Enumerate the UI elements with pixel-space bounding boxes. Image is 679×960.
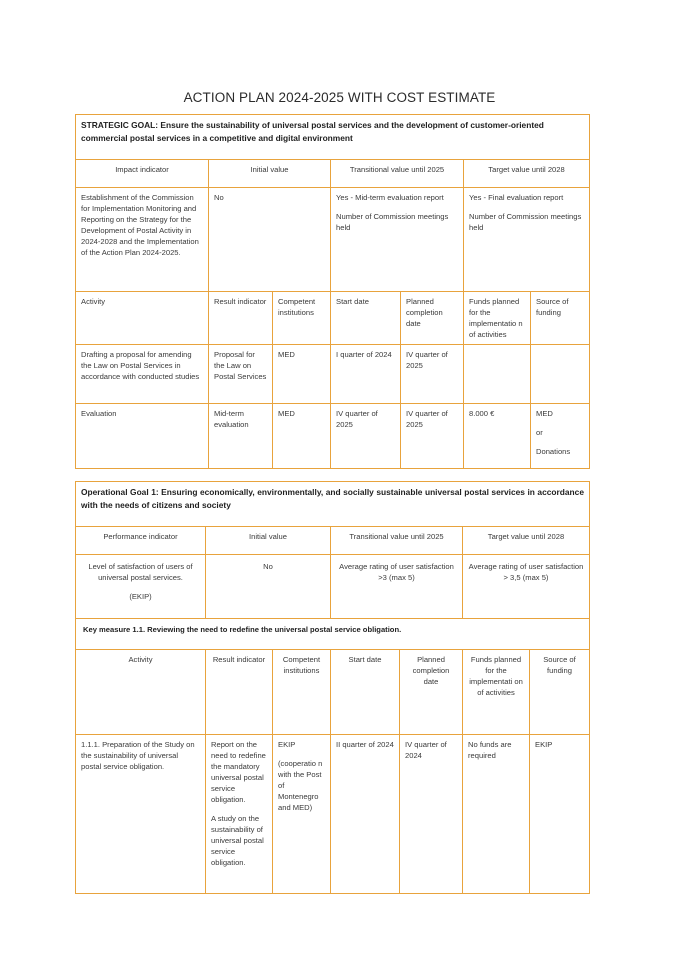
cell-source-of-funding	[531, 345, 590, 404]
cell-start-date: IV quarter of 2025	[331, 404, 401, 469]
result-indicator-line-2: A study on the sustainability of universal postal service obligation.	[211, 814, 264, 867]
cell-planned-completion-date: IV quarter of 2024	[400, 735, 463, 894]
cell-competent-institutions: MED	[273, 345, 331, 404]
key-measure-text: Key measure 1.1. Reviewing the need to redefine the universal postal service obligation.	[76, 619, 590, 650]
cell-impact-indicator: Establishment of the Commission for Implementation Monitoring and Reporting on the Strategy for the Development of Postal Activity in 2024-2028 and the Implementation of the Action Plan 2024-2025.	[76, 188, 209, 292]
source-of-funding-line-3: Donations	[536, 447, 571, 456]
key-measure-band-row	[76, 619, 590, 650]
header-result-indicator: Result indicator	[209, 292, 273, 345]
impact-indicator-data-row	[76, 188, 590, 292]
header-start-date: Start date	[331, 650, 400, 735]
cell-transitional-value	[331, 188, 464, 292]
transitional-value-line-1: Yes - Mid-term evaluation report	[336, 193, 444, 202]
header-competent-institutions: Competent institutions	[273, 650, 331, 735]
cell-competent-institutions: MED	[273, 404, 331, 469]
cell-initial-value: No	[206, 555, 331, 619]
cell-funds: No funds are required	[463, 735, 530, 894]
header-funds-planned: Funds planned for the implementatio n of activities	[464, 292, 531, 345]
header-impact-indicator: Impact indicator	[76, 160, 209, 188]
header-initial-value: Initial value	[209, 160, 331, 188]
cell-planned-completion-date: IV quarter of 2025	[401, 345, 464, 404]
cell-funds: 8.000 €	[464, 404, 531, 469]
source-of-funding-line-1: MED	[536, 409, 553, 418]
cell-start-date: II quarter of 2024	[331, 735, 400, 894]
cell-performance-indicator	[76, 555, 206, 619]
header-result-indicator: Result indicator	[206, 650, 273, 735]
header-activity: Activity	[76, 650, 206, 735]
cell-start-date: I quarter of 2024	[331, 345, 401, 404]
performance-indicator-line-1: Level of satisfaction of users of universal postal services.	[88, 562, 193, 582]
target-value-line-2: Number of Commission meetings held	[469, 212, 582, 232]
performance-indicator-header-row	[76, 527, 590, 555]
transitional-value-line-2: Number of Commission meetings held	[336, 212, 449, 232]
strategic-goal-band-row	[76, 115, 590, 160]
cell-result-indicator	[206, 735, 273, 894]
page-title: ACTION PLAN 2024-2025 WITH COST ESTIMATE	[183, 90, 496, 105]
cell-planned-completion-date: IV quarter of 2025	[401, 404, 464, 469]
source-of-funding-line-2: or	[536, 428, 543, 437]
cell-target-value	[464, 188, 590, 292]
header-source-of-funding: Source of funding	[530, 650, 590, 735]
cell-activity: Evaluation	[76, 404, 209, 469]
cell-activity: 1.1.1. Preparation of the Study on the sustainability of universal postal service obligation.	[76, 735, 206, 894]
competent-institutions-line-2: (cooperatio n with the Post of Montenegro and MED)	[278, 759, 323, 812]
operational-goal-table	[75, 481, 590, 894]
cell-source-of-funding	[531, 404, 590, 469]
target-value-line-1: Yes - Final evaluation report	[469, 193, 564, 202]
cell-target-value: Average rating of user satisfaction > 3,5 (max 5)	[463, 555, 590, 619]
header-planned-completion-date: Planned completion date	[401, 292, 464, 345]
header-source-of-funding: Source of funding	[531, 292, 590, 345]
cell-initial-value: No	[209, 188, 331, 292]
header-activity: Activity	[76, 292, 209, 345]
header-target-value: Target value until 2028	[464, 160, 590, 188]
header-target-value: Target value until 2028	[463, 527, 590, 555]
cell-result-indicator: Proposal for the Law on Postal Services	[209, 345, 273, 404]
performance-indicator-data-row	[76, 555, 590, 619]
table-row	[76, 735, 590, 894]
header-competent-institutions: Competent institutions	[273, 292, 331, 345]
activity-header-row	[76, 292, 590, 345]
table-row	[76, 345, 590, 404]
cell-competent-institutions	[273, 735, 331, 894]
cell-funds	[464, 345, 531, 404]
strategic-goal-table	[75, 114, 590, 469]
activity-header-row	[76, 650, 590, 735]
cell-transitional-value: Average rating of user satisfaction >3 (max 5)	[331, 555, 463, 619]
header-performance-indicator: Performance indicator	[76, 527, 206, 555]
cell-source-of-funding: EKIP	[530, 735, 590, 894]
cell-result-indicator: Mid-term evaluation	[209, 404, 273, 469]
operational-goal-band-row	[76, 482, 590, 527]
header-planned-completion-date: Planned completion date	[400, 650, 463, 735]
impact-indicator-header-row	[76, 160, 590, 188]
cell-activity: Drafting a proposal for amending the Law on Postal Services in accordance with conducted studies	[76, 345, 209, 404]
performance-indicator-line-2: (EKIP)	[129, 592, 152, 601]
competent-institutions-line-1: EKIP	[278, 740, 296, 749]
header-transitional-value: Transitional value until 2025	[331, 527, 463, 555]
header-transitional-value: Transitional value until 2025	[331, 160, 464, 188]
strategic-goal-text: STRATEGIC GOAL: Ensure the sustainability of universal postal services and the development of customer-oriented commercial postal services in a competitive and digital environment	[76, 115, 590, 160]
header-initial-value: Initial value	[206, 527, 331, 555]
result-indicator-line-1: Report on the need to redefine the mandatory universal postal service obligation.	[211, 740, 266, 804]
operational-goal-text: Operational Goal 1: Ensuring economically, environmentally, and socially sustainable universal postal services in accordance with the needs of citizens and society	[76, 482, 590, 527]
header-funds-planned: Funds planned for the implementati on of activities	[463, 650, 530, 735]
header-start-date: Start date	[331, 292, 401, 345]
table-row	[76, 404, 590, 469]
